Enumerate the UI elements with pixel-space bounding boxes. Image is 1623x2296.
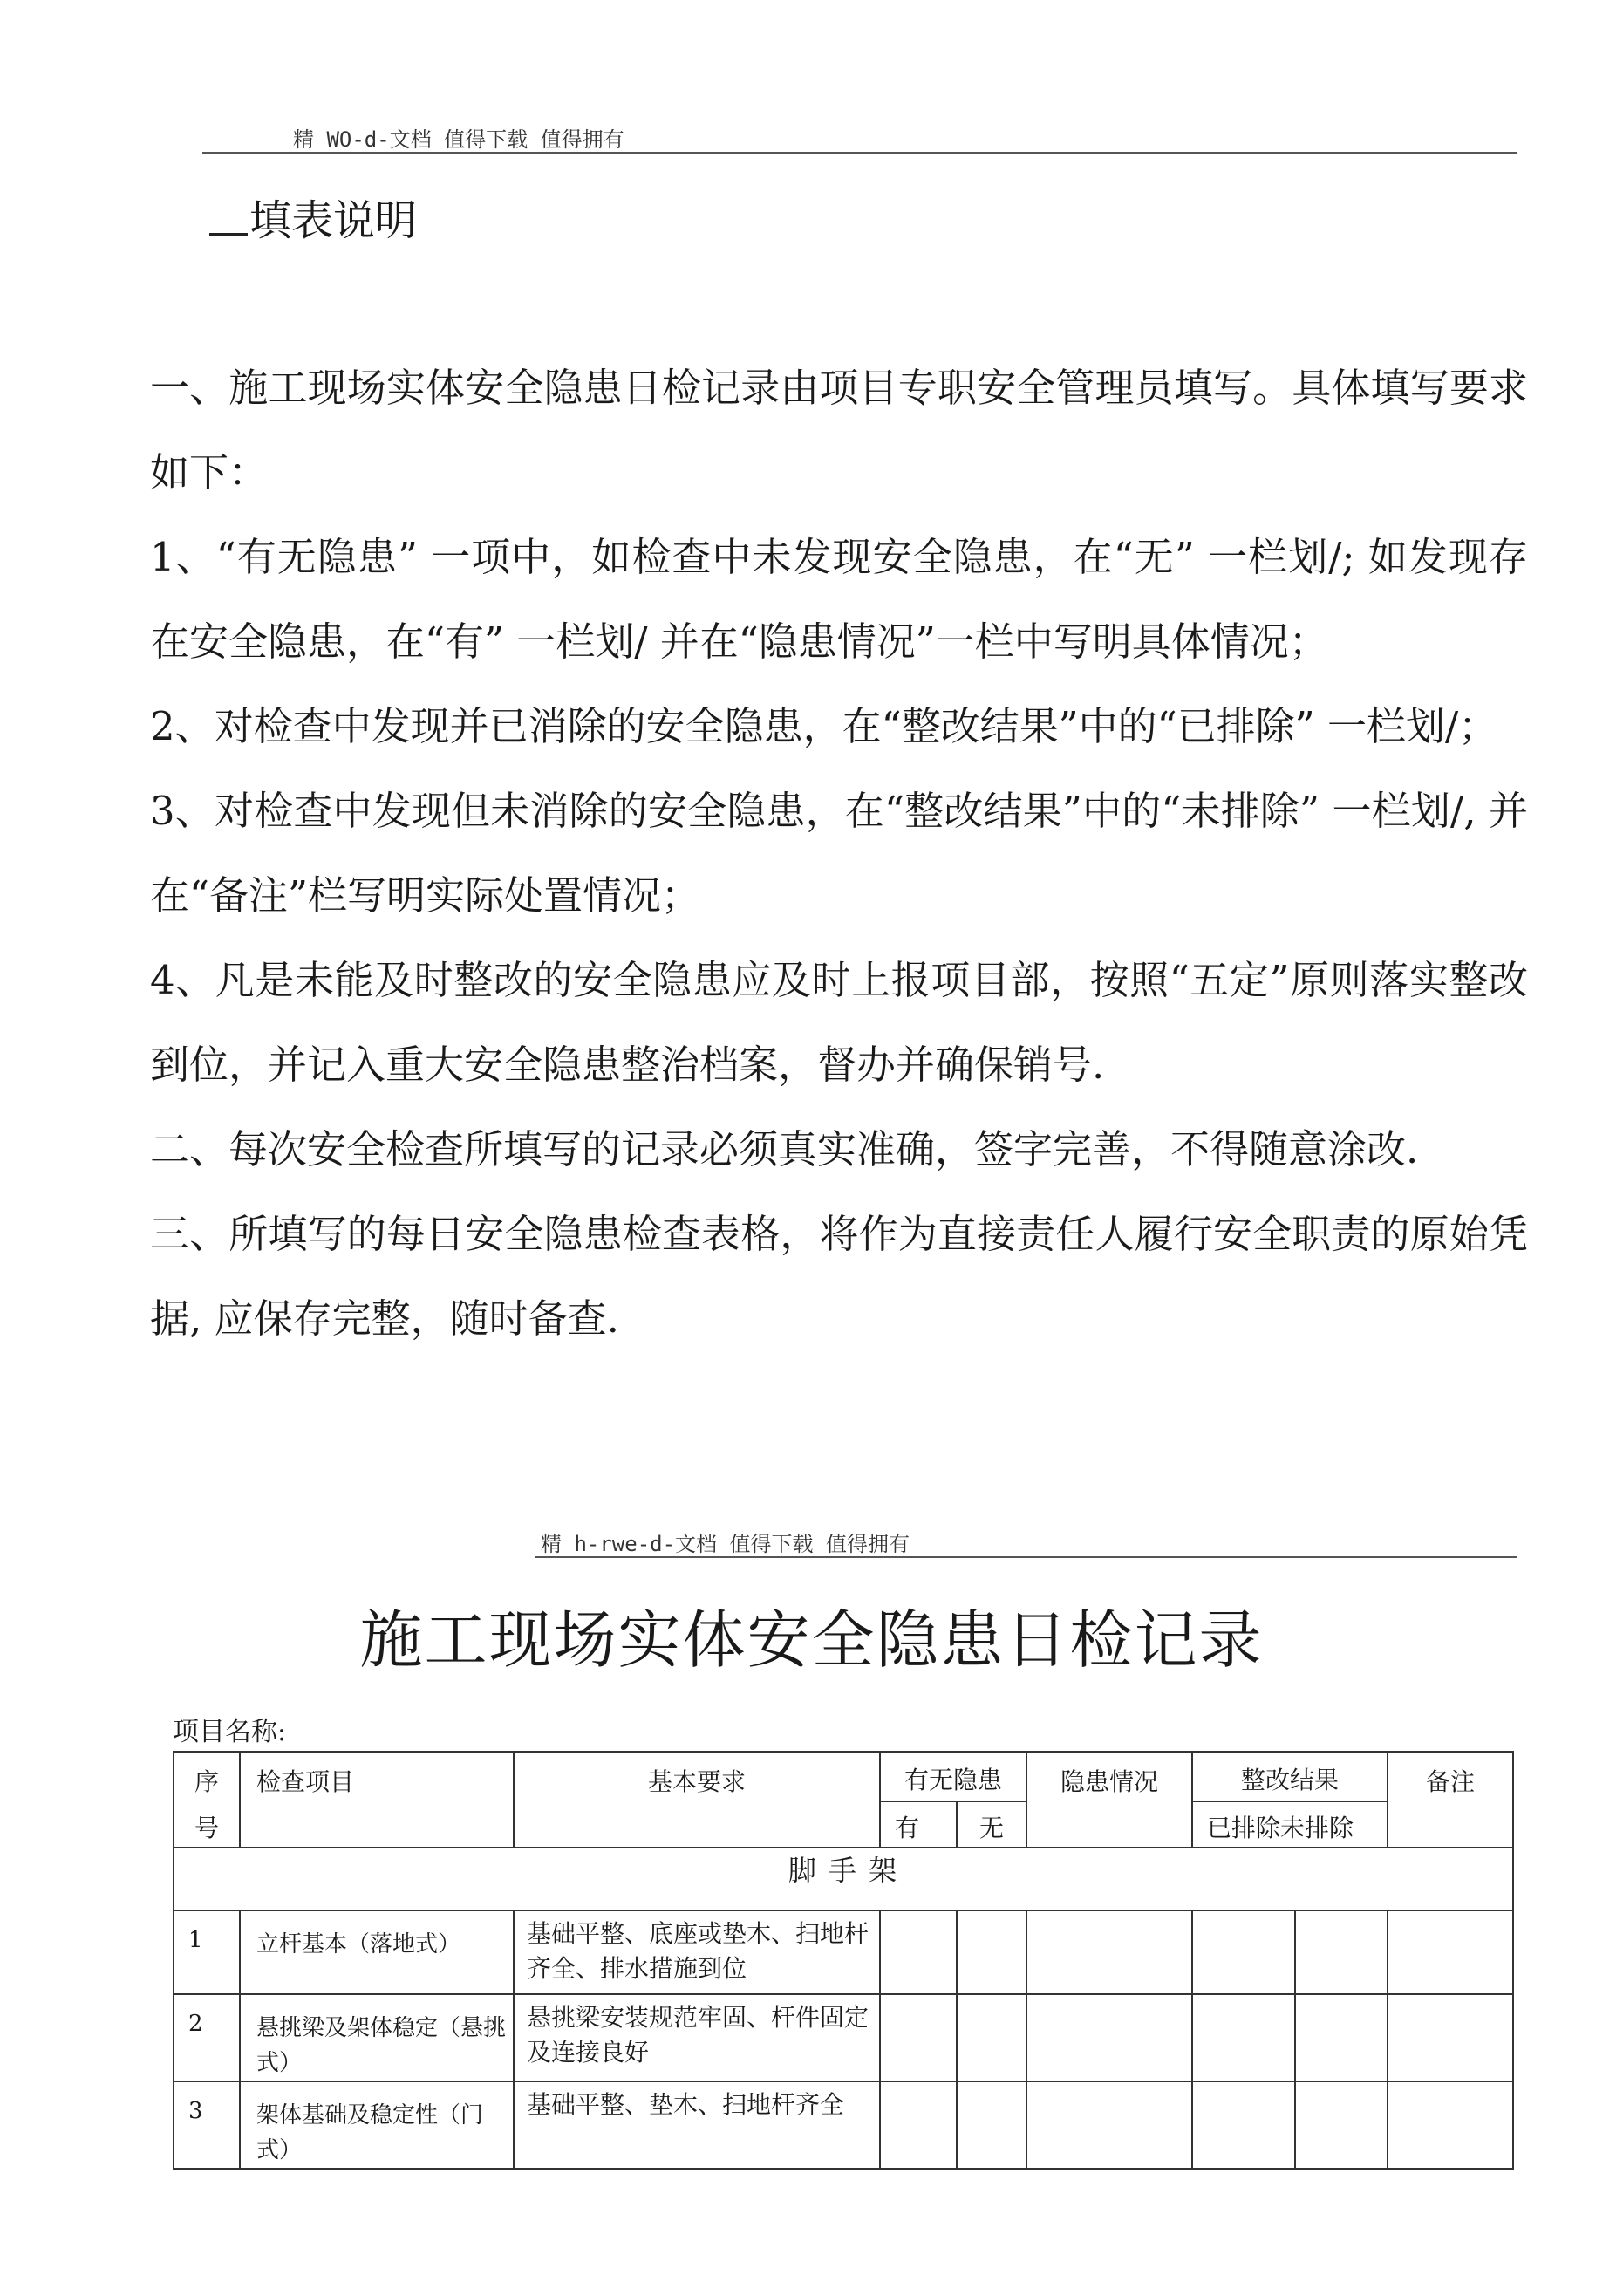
heading-dash <box>209 233 248 236</box>
row-requirement: 基础平整、垫木、扫地杆齐全 <box>514 2081 880 2169</box>
result-sub-header: 已排除未排除 <box>1192 1801 1388 1848</box>
situation-header: 隐患情况 <box>1026 1752 1192 1848</box>
section-row <box>174 1848 1513 1910</box>
row-number: 3 <box>174 2081 240 2169</box>
table-row <box>174 1994 1513 2081</box>
inspection-table <box>173 1751 1514 2170</box>
running-header-mid: 精 h-rwe-d-文档 值得下载 值得拥有 <box>541 1532 910 1556</box>
hazard-yes-cell[interactable] <box>880 1910 957 1994</box>
remark-header: 备注 <box>1388 1752 1513 1848</box>
seq-header-line1: 序 <box>194 1767 219 1796</box>
item-header: 检查项目 <box>240 1752 514 1848</box>
resolved-cell[interactable] <box>1192 1994 1295 2081</box>
form-title: 施工现场实体安全隐患日检记录 <box>359 1603 1264 1677</box>
situation-cell[interactable] <box>1026 2081 1192 2169</box>
hazard-no-cell[interactable] <box>957 1910 1026 1994</box>
table-row <box>174 1910 1513 1994</box>
paragraph-intro: 一、施工现场实体安全隐患日检记录由项目专职安全管理员填写。具体填写要求如下： <box>150 365 1528 495</box>
resolved-cell[interactable] <box>1192 2081 1295 2169</box>
paragraph-3: 3、对检查中发现但未消除的安全隐患，在“整改结果”中的“未排除” 一栏划/, 并在“备注”栏写明实际处置情况； <box>150 788 1528 919</box>
paragraph-1: 1、“有无隐患” 一项中，如检查中未发现安全隐患，在“无” 一栏划/; 如发现存在安全隐患，在“有” 一栏划/ 并在“隐患情况”一栏中写明具体情况； <box>150 534 1528 665</box>
table-header-row-1 <box>174 1752 1513 1801</box>
hazard-yes-cell[interactable] <box>880 2081 957 2169</box>
hazard-header: 有无隐患 <box>880 1752 1026 1801</box>
unresolved-cell[interactable] <box>1295 2081 1388 2169</box>
section-scaffold: 脚 手 架 <box>174 1848 1513 1910</box>
row-number: 2 <box>174 1994 240 2081</box>
remark-cell[interactable] <box>1388 2081 1513 2169</box>
hazard-no-cell[interactable] <box>957 2081 1026 2169</box>
header-rule-mid <box>535 1556 1517 1558</box>
project-name-label: 项目名称: <box>173 1717 287 1747</box>
unresolved-cell[interactable] <box>1295 1994 1388 2081</box>
paragraph-third: 三、所填写的每日安全隐患检查表格，将作为直接责任人履行安全职责的原始凭据, 应保存完整，随时备查. <box>150 1211 1528 1342</box>
paragraph-4: 4、凡是未能及时整改的安全隐患应及时上报项目部，按照“五定”原则落实整改到位，并记入重大安全隐患整治档案，督办并确保销号. <box>150 957 1528 1088</box>
header-rule-top <box>202 152 1517 154</box>
situation-cell[interactable] <box>1026 1994 1192 2081</box>
hazard-yes-cell[interactable] <box>880 1994 957 2081</box>
seq-header <box>174 1752 240 1848</box>
paragraph-2: 2、对检查中发现并已消除的安全隐患，在“整改结果”中的“已排除” 一栏划/； <box>150 703 1498 749</box>
remark-cell[interactable] <box>1388 1910 1513 1994</box>
row-requirement: 基础平整、底座或垫木、扫地杆齐全、排水措施到位 <box>514 1910 880 1994</box>
hazard-no-cell[interactable] <box>957 1994 1026 2081</box>
seq-header-line2: 号 <box>194 1814 219 1842</box>
table-row <box>174 2081 1513 2169</box>
instructions-heading <box>209 187 417 247</box>
row-requirement: 悬挑梁安装规范牢固、杆件固定及连接良好 <box>514 1994 880 2081</box>
heading-text: 填表说明 <box>249 196 418 245</box>
row-number: 1 <box>174 1910 240 1994</box>
instructions-body <box>150 345 1528 1361</box>
unresolved-cell[interactable] <box>1295 1910 1388 1994</box>
running-header-top: 精 WO-d-文档 值得下载 值得拥有 <box>293 127 624 152</box>
requirement-header: 基本要求 <box>514 1752 880 1848</box>
hazard-no-header: 无 <box>957 1801 1026 1848</box>
row-item: 立杆基本（落地式） <box>240 1910 514 1994</box>
paragraph-second: 二、每次安全检查所填写的记录必须真实准确，签字完善，不得随意涂改. <box>150 1126 1419 1172</box>
hazard-yes-header: 有 <box>880 1801 957 1848</box>
remark-cell[interactable] <box>1388 1994 1513 2081</box>
situation-cell[interactable] <box>1026 1910 1192 1994</box>
row-item: 架体基础及稳定性（门式） <box>240 2081 514 2169</box>
resolved-cell[interactable] <box>1192 1910 1295 1994</box>
result-header: 整改结果 <box>1192 1752 1388 1801</box>
row-item: 悬挑梁及架体稳定（悬挑式） <box>240 1994 514 2081</box>
